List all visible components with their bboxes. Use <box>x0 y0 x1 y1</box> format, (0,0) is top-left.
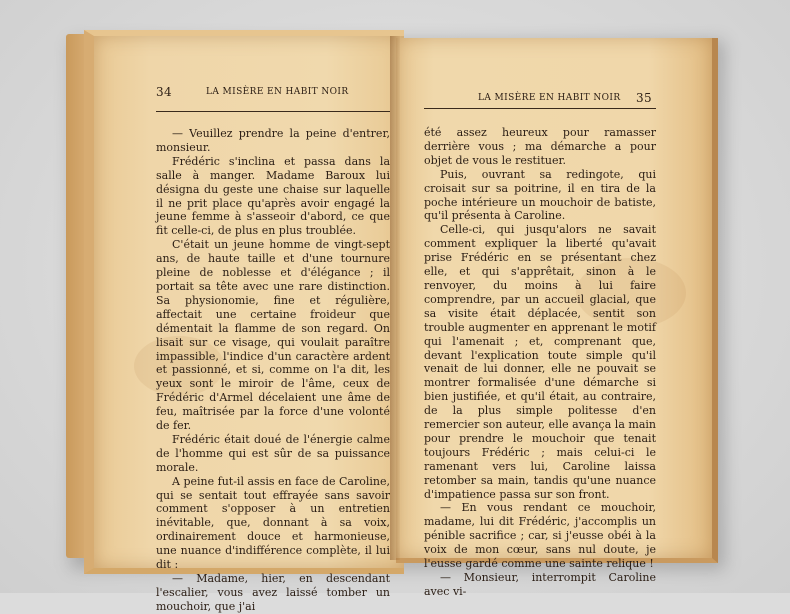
paragraph: Puis, ouvrant sa redingote, qui croisait sur sa poitrine, il en tira de la poche intérieure un mouchoir de batiste, qu'il présenta à Caroline. <box>424 167 656 223</box>
right-running-head: LA MISÈRE EN HABIT NOIR <box>478 93 621 103</box>
left-page <box>84 30 404 613</box>
paragraph: — Veuillez prendre la peine d'entrer, monsieur. <box>156 127 390 154</box>
left-running-head: LA MISÈRE EN HABIT NOIR <box>206 87 349 97</box>
paragraph: Frédéric était doué de l'énergie calme de l'homme qui est sûr de sa puissance morale. <box>156 432 390 474</box>
left-page-text <box>156 127 390 614</box>
left-page-number: 34 <box>156 85 173 99</box>
paragraph: — En vous rendant ce mouchoir, madame, lui dit Frédéric, j'accomplis un pénible sacrifice ; car, si j'eusse obéi à la voix de mon cœur, sans nul doute, je l'eusse gardé comme une sainte relique ! <box>424 501 656 571</box>
right-header-rule <box>424 108 656 109</box>
paragraph: Celle-ci, qui jusqu'alors ne savait comment expliquer la liberté qu'avait prise Frédéric en se présentant chez elle, et qui s'apprêtait, sinon à le renvoyer, du moins à lui faire comprendre, par un accueil glacial, que sa visite était déplacée, sentit son trouble augmenter en apprenant le motif qui l'amenait ; et, comprenant que, devant l'explication toute simple qu'il venait de lui donner, elle ne pouvait se montrer formalisée d'une démarche si bien justifiée, et qu'il était, au contraire, de la plus simple politesse d'en remercier son auteur, elle avança la main pour prendre le mouchoir que tenait toujours Frédéric ; mais celui-ci le ramenant vers lui, Caroline laissa retomber sa main, tandis qu'une nuance d'impatience passa sur son front. <box>424 223 656 501</box>
book-gutter <box>390 36 400 560</box>
right-page-text <box>424 126 656 599</box>
paragraph: — Monsieur, interrompit Caroline avec vi- <box>424 571 656 598</box>
paragraph: C'était un jeune homme de vingt-sept ans, de haute taille et d'une tournure pleine de noblesse et d'élégance ; il portait sa tête avec une rare distinction. Sa physionomie, fine et régulière, affectait une certaine froideur que démentait la flamme de son regard. On lisait sur ce visage, qui voulait paraître impassible, l'indice d'un caractère ardent et passionné, et si, comme on l'a dit, les yeux sont le miroir de l'âme, ceux de Frédéric d'Armel décelaient une âme de feu, maîtrisée par la force d'une volonté de fer. <box>156 238 390 433</box>
left-header-rule <box>156 111 390 112</box>
paragraph: — Madame, hier, en descendant l'escalier, vous avez laissé tomber un mouchoir, que j'ai <box>156 572 390 613</box>
paragraph: A peine fut-il assis en face de Caroline, qui se sentait tout effrayée sans savoir comment s'opposer à un entretien inévitable, que, donnant à sa voix, ordinairement douce et harmonieuse, une nuance d'indifférence complète, il lui dit : <box>156 474 390 572</box>
right-page <box>396 38 718 598</box>
paragraph: été assez heureux pour ramasser derrière vous ; ma démarche a pour objet de vous le restituer. <box>424 126 656 167</box>
right-page-number: 35 <box>636 91 653 105</box>
paragraph: Frédéric s'inclina et passa dans la salle à manger. Madame Baroux lui désigna du geste une chaise sur laquelle il ne prit place qu'après avoir engagé la jeune femme à s'asseoir d'abord, ce que fit celle-ci, de plus en plus troublée. <box>156 154 390 238</box>
